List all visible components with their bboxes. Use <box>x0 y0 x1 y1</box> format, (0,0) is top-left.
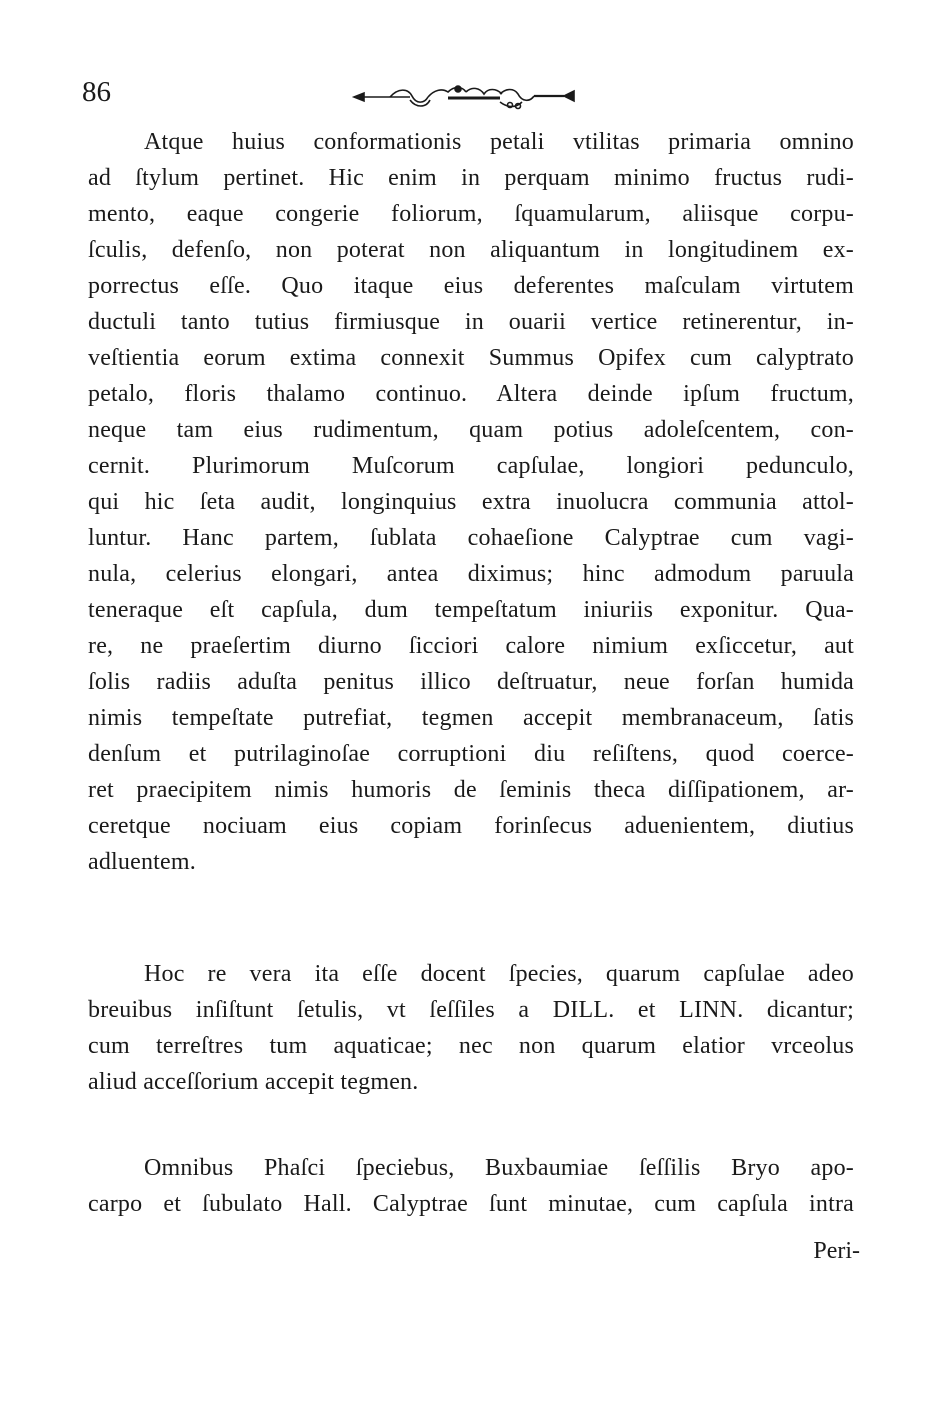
text-line: adluentem. <box>88 849 196 875</box>
page-number: 86 <box>82 76 111 108</box>
text-line: aliud acceſſorium accepit tegmen. <box>88 1069 419 1095</box>
text-line: ceretque nociuam eius copiam forinſecus aduenientem, diutius <box>88 813 854 839</box>
text-line: cum terreſtres tum aquaticae; nec non quarum elatior vrceolus <box>88 1033 854 1059</box>
text-line: mento, eaque congerie foliorum, ſquamularum, aliisque corpu- <box>88 201 854 227</box>
text-line: porrectus eſſe. Quo itaque eius deferentes maſculam virtutem <box>88 273 854 299</box>
text-line: qui hic ſeta audit, longinquius extra inuolucra communia attol- <box>88 489 854 515</box>
text-line: ſculis, defenſo, non poterat non aliquantum in longitudinem ex- <box>88 237 854 263</box>
text-line: ductuli tanto tutius firmiusque in ouarii vertice retinerentur, in- <box>88 309 854 335</box>
text-line: petalo, floris thalamo continuo. Altera deinde ipſum fructum, <box>88 381 854 407</box>
text-line: Hoc re vera ita eſſe docent ſpecies, quarum capſulae adeo <box>144 961 854 987</box>
text-line: carpo et ſubulato Hall. Calyptrae ſunt minutae, cum capſula intra <box>88 1191 854 1217</box>
text-line: nimis tempeſtate putrefiat, tegmen accepit membranaceum, ſatis <box>88 705 854 731</box>
paragraph-2 <box>88 956 854 1100</box>
text-line: denſum et putrilaginoſae corruptioni diu reſiſtens, quod coerce- <box>88 741 854 767</box>
text-line: ad ſtylum pertinet. Hic enim in perquam minimo fructus rudi- <box>88 165 854 191</box>
ornament-icon <box>350 84 580 110</box>
text-line: veſtientia eorum extima connexit Summus Opifex cum calyptrato <box>88 345 854 371</box>
text-line: Omnibus Phaſci ſpeciebus, Buxbaumiae ſeſſilis Bryo apo- <box>144 1155 854 1181</box>
text-line: breuibus inſiſtunt ſetulis, vt ſeſſiles a DILL. et LINN. dicantur; <box>88 997 854 1023</box>
text-line: ret praecipitem nimis humoris de ſeminis theca diſſipationem, ar- <box>88 777 854 803</box>
text-line: ſolis radiis aduſta penitus illico deſtruatur, neue forſan humida <box>88 669 854 695</box>
text-line: neque tam eius rudimentum, quam potius adoleſcentem, con- <box>88 417 854 443</box>
text-line: luntur. Hanc partem, ſublata cohaeſione Calyptrae cum vagi- <box>88 525 854 551</box>
text-line: teneraque eſt capſula, dum tempeſtatum iniuriis exponitur. Qua- <box>88 597 854 623</box>
text-line: Atque huius conformationis petali vtilitas primaria omnino <box>144 129 854 155</box>
text-line: re, ne praeſertim diurno ſicciori calore nimium exſiccetur, aut <box>88 633 854 659</box>
text-line: cernit. Plurimorum Muſcorum capſulae, longiori pedunculo, <box>88 453 854 479</box>
paragraph-3 <box>88 1150 854 1222</box>
catchword: Peri- <box>813 1238 860 1264</box>
text-line: nula, celerius elongari, antea diximus; hinc admodum paruula <box>88 561 854 587</box>
paragraph-1 <box>88 124 854 880</box>
